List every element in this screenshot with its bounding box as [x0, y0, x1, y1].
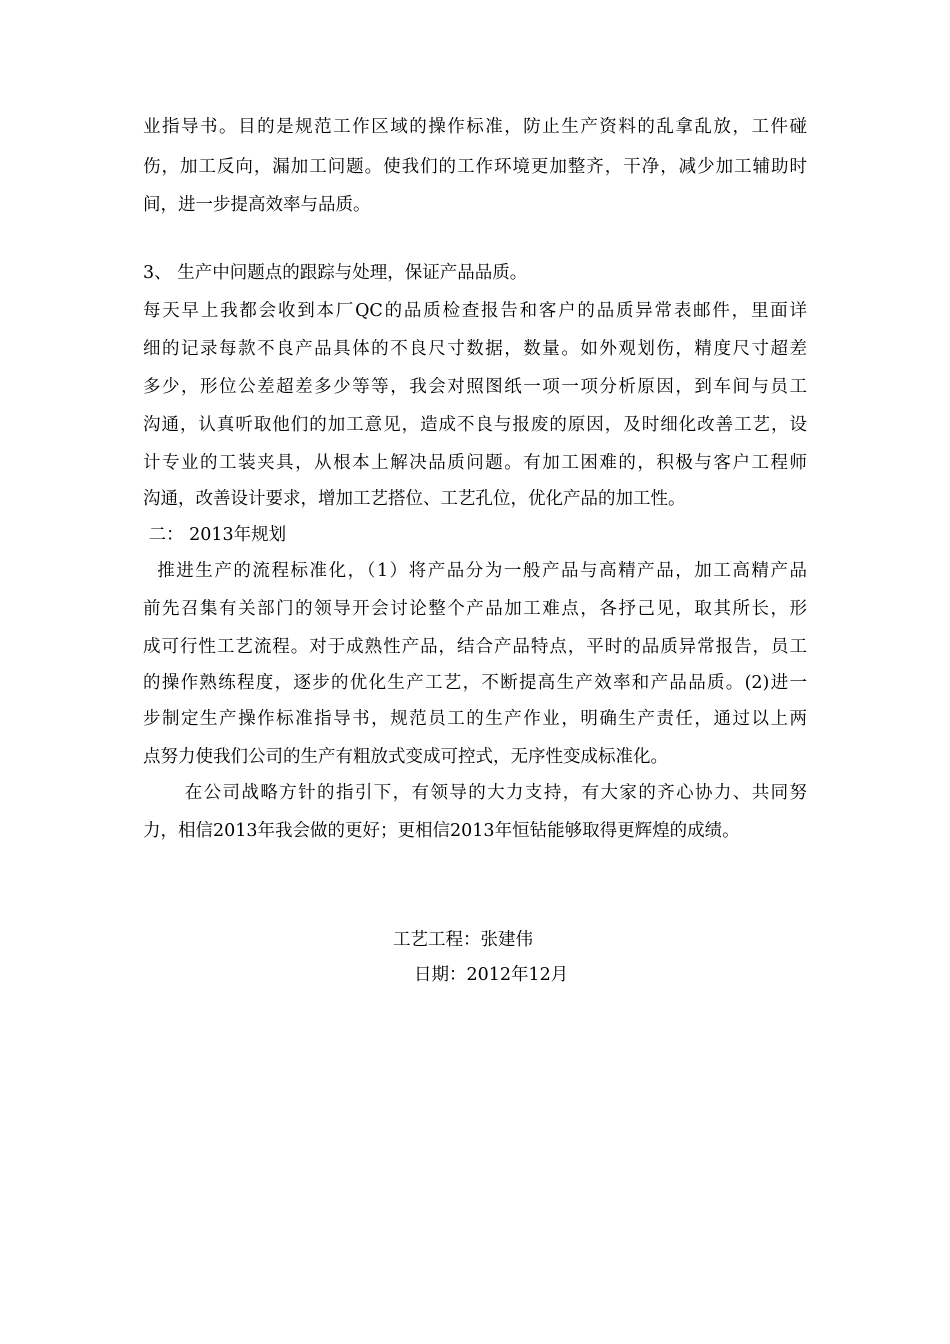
paragraph1-line3: 间，进一步提高效率与品质。	[143, 195, 371, 215]
signature-date: 日期：2012年12月	[414, 965, 569, 985]
paragraph2-line2: 细的记录每款不良产品具体的不良尺寸数据，数量。如外观划伤，精度尺寸超差	[143, 339, 807, 359]
paragraph2-line3: 多少，形位公差超差多少等等，我会对照图纸一项一项分析原因，到车间与员工	[143, 377, 807, 397]
paragraph3-line3: 成可行性工艺流程。对于成熟性产品，结合产品特点，平时的品质异常报告，员工	[143, 637, 807, 657]
paragraph2-line1: 每天早上我都会收到本厂QC的品质检查报告和客户的品质异常表邮件，里面详	[143, 301, 807, 321]
paragraph2-line4: 沟通，认真听取他们的加工意见，造成不良与报废的原因，及时细化改善工艺，设	[143, 415, 807, 435]
paragraph3-line5: 步制定生产操作标准指导书，规范员工的生产作业，明确生产责任，通过以上两	[143, 709, 807, 729]
paragraph3-line2: 前先召集有关部门的领导开会讨论整个产品加工难点，各抒己见，取其所长，形	[143, 599, 807, 619]
paragraph4-line1: 在公司战略方针的指引下，有领导的大力支持，有大家的齐心协力、共同努	[143, 783, 807, 803]
paragraph3-line1: 推进生产的流程标准化，（1）将产品分为一般产品与高精产品，加工高精产品	[143, 561, 807, 581]
paragraph2-line5: 计专业的工装夹具，从根本上解决品质问题。有加工困难的，积极与客户工程师	[143, 453, 807, 473]
paragraph3-line6: 点努力使我们公司的生产有粗放式变成可控式，无序性变成标准化。	[143, 747, 668, 767]
paragraph2-line6: 沟通，改善设计要求，增加工艺搭位、工艺孔位，优化产品的加工性。	[143, 489, 686, 509]
paragraph3-line4: 的操作熟练程度，逐步的优化生产工艺，不断提高生产效率和产品品质。(2)进一	[143, 673, 807, 693]
section3-heading: 3、 生产中问题点的跟踪与处理，保证产品品质。	[143, 263, 528, 283]
section2-heading: 二： 2013年规划	[143, 525, 287, 545]
paragraph4-line2: 力，相信2013年我会做的更好；更相信2013年恒钻能够取得更辉煌的成绩。	[143, 821, 740, 841]
signature-author: 工艺工程：张建伟	[393, 930, 533, 950]
paragraph1-line1: 业指导书。目的是规范工作区域的操作标准，防止生产资料的乱拿乱放，工件碰	[143, 117, 807, 137]
paragraph1-line2: 伤，加工反向，漏加工问题。使我们的工作环境更加整齐，干净，减少加工辅助时	[143, 157, 807, 177]
